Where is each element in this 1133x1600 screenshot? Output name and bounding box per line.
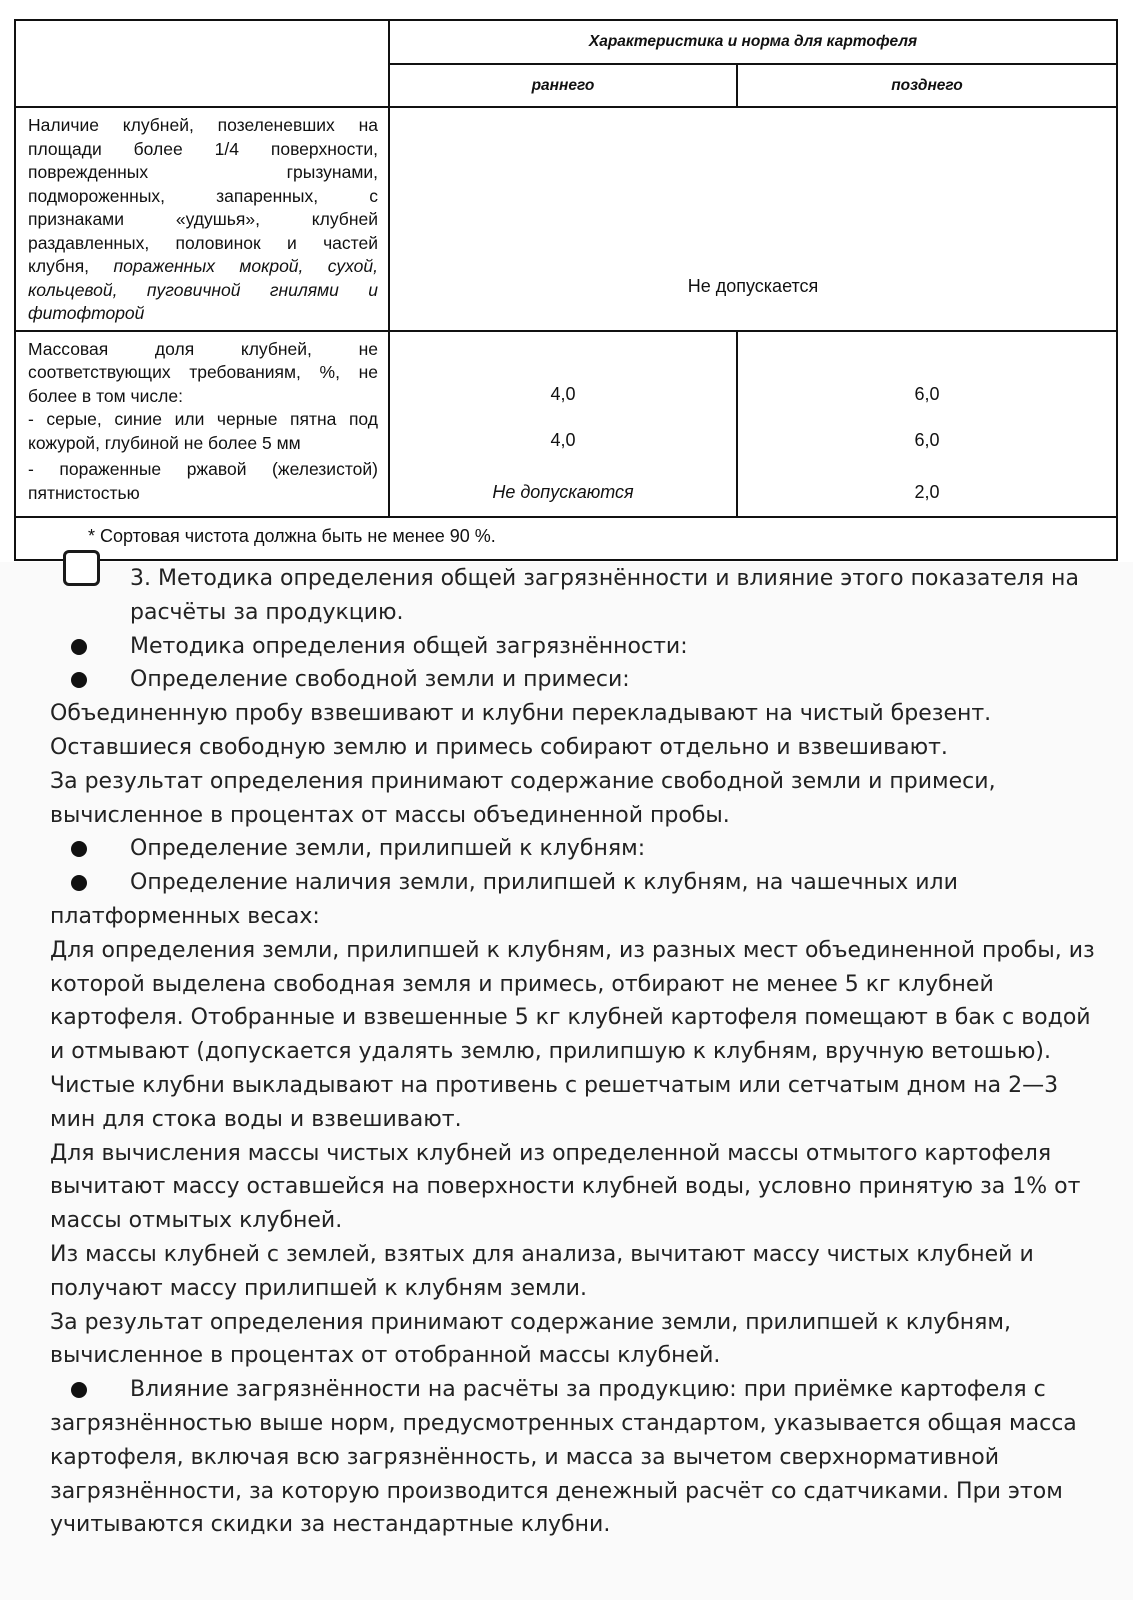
header-main: Характеристика и норма для картофеля (389, 20, 1117, 64)
row2-early-cell (389, 331, 737, 517)
row1-label-italic: пораженных мокрой, сухой, кольцевой, пуговичной гнилями и фитофторой (28, 256, 378, 323)
paragraph: Оставшиеся свободную землю и примесь собирают отдельно и взвешивают. (50, 734, 948, 760)
early-value-rust: Не допускаются (492, 481, 634, 502)
bullet-icon (71, 1382, 87, 1398)
bullet-item (50, 866, 1110, 934)
header-late: позднего (737, 64, 1117, 107)
bullet-text: Определение свободной земли и примеси: (130, 667, 630, 693)
paragraph: Для вычисления массы чистых клубней из определенной массы отмытого картофеля вычитают массу оставшейся на поверхности клубней воды, условно принятую за 1% от массы отмытых клубней. (50, 1140, 1081, 1234)
section-heading (50, 562, 1110, 630)
section-heading-text: 3. Методика определения общей загрязнённости и влияние этого показателя на расчёты за продукцию. (130, 566, 1079, 625)
bullet-item (50, 1373, 1110, 1542)
bullet-text: Определение наличия земли, прилипшей к клубням, на чашечных или платформенных весах: (50, 870, 958, 929)
table-corner-cell (15, 20, 389, 107)
checkbox-icon (63, 550, 100, 586)
row1-value: Не допускается (687, 276, 819, 296)
early-value-spots: 4,0 (550, 429, 576, 450)
bullet-icon (71, 875, 87, 891)
row1-label-plain: Наличие клубней, позеленевших на площади более 1/4 поверхности, поврежденных грызунами, подмороженных, запаренных, с признаками «удушья», клубней раздавленных, половинок и частей клубня, (28, 115, 378, 276)
paragraph: За результат определения принимают содержание свободной земли и примеси, вычисленное в процентах от массы объединенной пробы. (50, 768, 996, 828)
late-value-spots: 6,0 (914, 429, 940, 450)
paragraph: Из массы клубней с землей, взятых для анализа, вычитают массу чистых клубней и получают массу прилипшей к клубням земли. (50, 1241, 1034, 1301)
late-value-total: 6,0 (914, 383, 940, 404)
row2-label-sub2: - пораженные ржавой (железистой) пятнистостью (28, 459, 378, 503)
bullet-item (50, 663, 1110, 697)
paragraph: Объединенную пробу взвешивают и клубни перекладывают на чистый брезент. (50, 701, 992, 727)
bullet-item (50, 630, 1110, 664)
norms-table (14, 19, 1118, 561)
row2-label (15, 331, 389, 517)
scanned-table-region (0, 0, 1133, 562)
document-text (50, 562, 1110, 1542)
bullet-text: Методика определения общей загрязнённости: (130, 633, 688, 659)
bullet-icon (71, 841, 87, 857)
row1-value-cell (389, 107, 1117, 331)
row2-label-sub1: - серые, синие или черные пятна под кожурой, глубиной не более 5 мм (28, 409, 378, 453)
bullet-item (50, 832, 1110, 866)
header-early: раннего (389, 64, 737, 107)
bullet-text: Влияние загрязнённости на расчёты за продукцию: при приёмке картофеля с загрязнённостью выше норм, предусмотренных стандартом, указывается общая масса картофеля, включая всю загрязнённость, и масса за вычетом сверхнормативной загрязнённости, за которую производится денежный расчёт со сдатчиками. При этом учитываются скидки за нестандартные клубни. (50, 1377, 1077, 1538)
bullet-icon (71, 639, 87, 655)
paragraph: Для определения земли, прилипшей к клубням, из разных мест объединенной пробы, из которой выделена свободная земля и примесь, отбирают не менее 5 кг клубней картофеля. Отобранные и взвешенные 5 кг клубней картофеля помещают в бак с водой и отмывают (допускается удалять землю, прилипшую к клубням, вручную ветошью). Чистые клубни выкладывают на противень с решетчатым или сетчатым дном на 2—3 мин для стока воды и взвешивают. (50, 937, 1095, 1132)
row2-late-cell (737, 331, 1117, 517)
bullet-icon (71, 672, 87, 688)
table-footnote: * Сортовая чистота должна быть не менее 90 %. (15, 517, 1117, 560)
row2-label-main: Массовая доля клубней, не соответствующих требованиям, %, не более в том числе: (28, 338, 378, 406)
early-value-total: 4,0 (550, 383, 576, 404)
paragraph: За результат определения принимают содержание земли, прилипшей к клубням, вычисленное в процентах от отобранной массы клубней. (50, 1309, 1011, 1369)
late-value-rust: 2,0 (914, 481, 940, 502)
row1-label (15, 107, 389, 331)
bullet-text: Определение земли, прилипшей к клубням: (130, 836, 646, 862)
